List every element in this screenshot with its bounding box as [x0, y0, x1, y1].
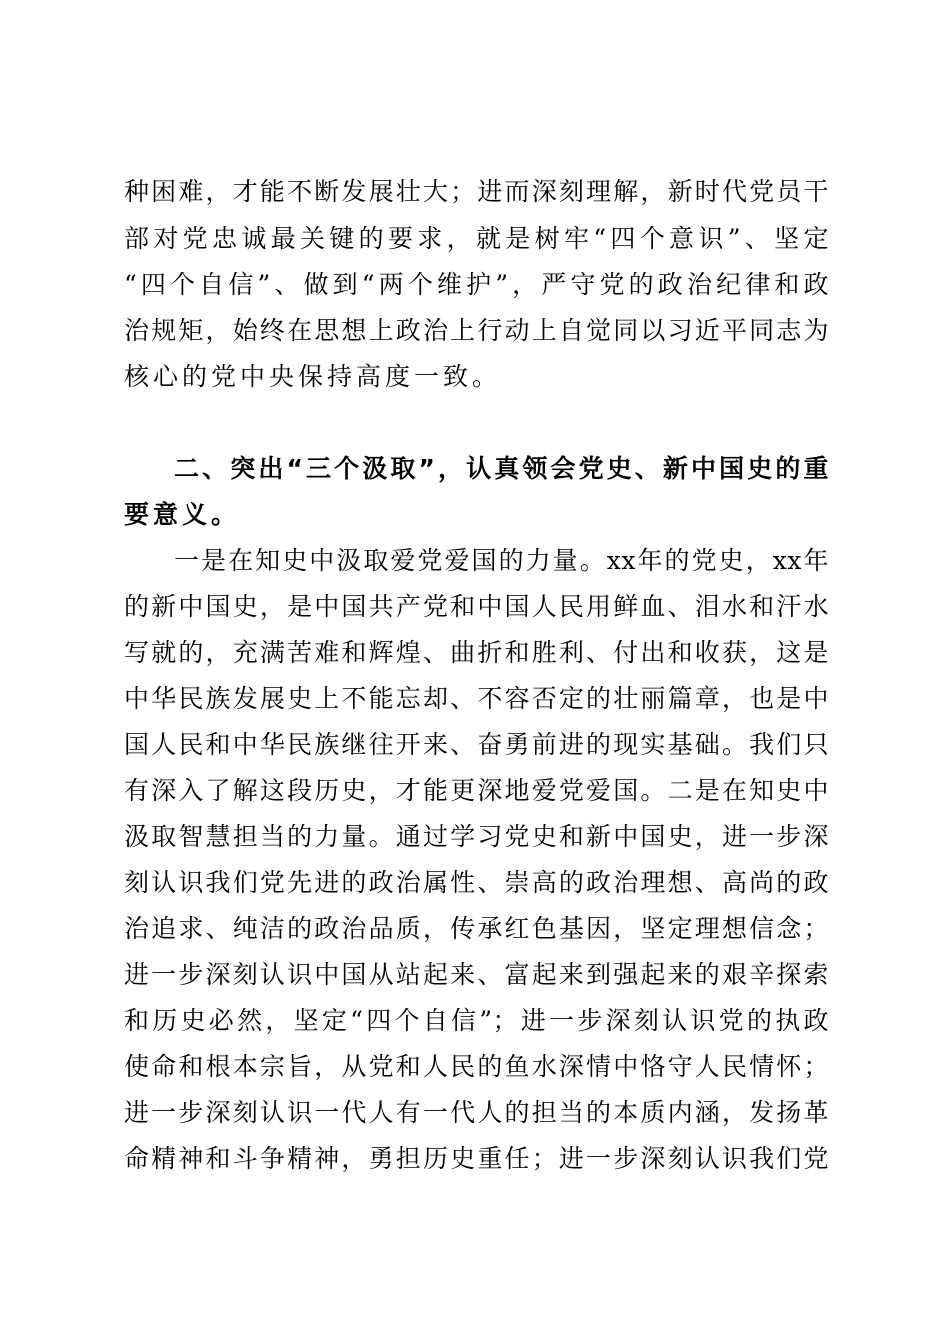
paragraph-1-line-4: 治规矩，始终在思想上政治上行动上自觉同以习近平同志为 [124, 316, 829, 345]
paragraph-1-line-5: 核心的党中央保持高度一致。 [124, 362, 502, 391]
paragraph-2-line-11: 和历史必然，坚定“四个自信”；进一步深刻认识党的执政 [124, 1006, 829, 1035]
paragraph-2-line-13: 进一步深刻认识一代人有一代人的担当的本质内涵，发扬革 [124, 1098, 829, 1127]
paragraph-2-line-1: 一是在知史中汲取爱党爱国的力量。xx年的党史，xx年 [174, 546, 829, 575]
paragraph-1-line-1: 种困难，才能不断发展壮大；进而深刻理解，新时代党员干 [124, 177, 829, 206]
section-heading-2-line-1: 二、突出“三个汲取”，认真领会党史、新中国史的重 [174, 454, 829, 483]
paragraph-2-line-2: 的新中国史，是中国共产党和中国人民用鲜血、泪水和汗水 [124, 592, 829, 621]
paragraph-1-line-2: 部对党忠诚最关键的要求，就是树牢“四个意识”、坚定 [124, 224, 829, 253]
paragraph-2-line-3: 写就的，充满苦难和辉煌、曲折和胜利、付出和收获，这是 [124, 638, 829, 667]
paragraph-2-line-6: 有深入了解这段历史，才能更深地爱党爱国。二是在知史中 [124, 776, 829, 805]
paragraph-2-line-10: 进一步深刻认识中国从站起来、富起来到强起来的艰辛探索 [124, 960, 829, 989]
paragraph-2-line-9: 治追求、纯洁的政治品质，传承红色基因，坚定理想信念； [124, 914, 829, 943]
paragraph-2-line-4: 中华民族发展史上不能忘却、不容否定的壮丽篇章，也是中 [124, 684, 829, 713]
paragraph-2-line-5: 国人民和中华民族继往开来、奋勇前进的现实基础。我们只 [124, 730, 829, 759]
paragraph-1-line-3: “四个自信”、做到“两个维护”，严守党的政治纪律和政 [124, 270, 829, 299]
paragraph-2-line-7: 汲取智慧担当的力量。通过学习党史和新中国史，进一步深 [124, 822, 829, 851]
paragraph-2-line-12: 使命和根本宗旨，从党和人民的鱼水深情中恪守人民情怀； [124, 1052, 829, 1081]
section-heading-2-line-2: 要意义。 [124, 500, 241, 529]
paragraph-2-line-8: 刻认识我们党先进的政治属性、崇高的政治理想、高尚的政 [124, 868, 829, 897]
paragraph-2-line-14: 命精神和斗争精神，勇担历史重任；进一步深刻认识我们党 [124, 1144, 829, 1173]
